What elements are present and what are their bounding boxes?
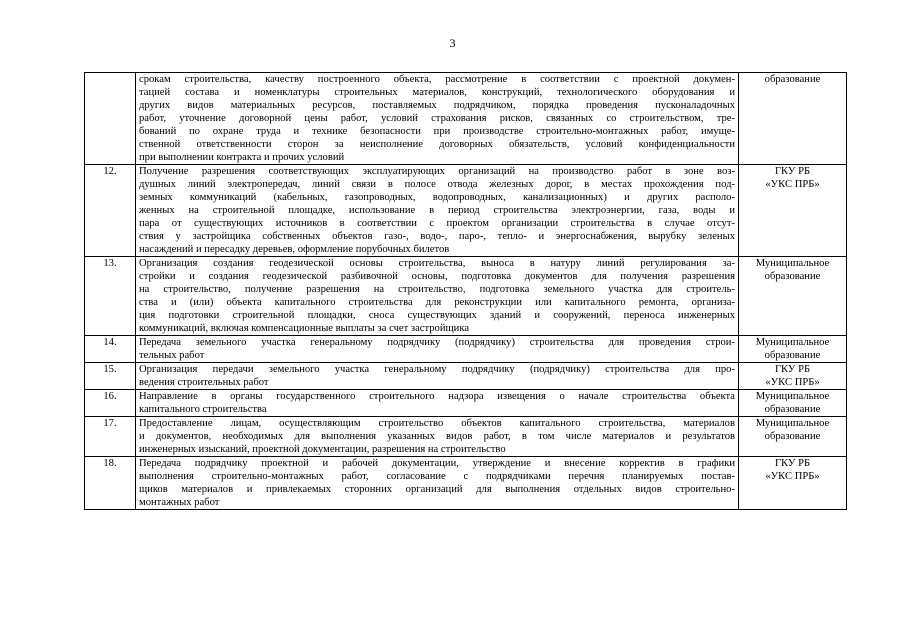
- table-row: [85, 363, 847, 390]
- responsible-line: Муниципальное: [755, 337, 830, 348]
- description-line: тацией состава и номенклатуры строительных материалов, конструкций, технологического оборудования и: [139, 87, 735, 98]
- table-row: [85, 257, 847, 336]
- responsible-line: ГКУ РБ: [774, 364, 811, 375]
- row-number: 14.: [85, 336, 136, 363]
- description-line: ведения строительных работ: [139, 377, 269, 388]
- description-line: земных коммуникаций (кабельных, газопроводных, водопроводных, канализационных) и других располо-: [139, 192, 735, 203]
- responsible-line: образование: [764, 271, 821, 282]
- description-line: капитального строительства: [139, 404, 267, 415]
- description-line: других видов материальных ресурсов, поставляемых подрядчиком, порядка проведения пусконаладочных: [139, 100, 735, 111]
- description-line: Организация создания геодезической основы строительства, выноса в натуру линий регулирования за-: [139, 258, 735, 269]
- row-description: [136, 257, 739, 336]
- description-line: Передача земельного участка генеральному подрядчику (подрядчику) строительства для проведения строи-: [139, 337, 735, 348]
- responsible-line: образование: [764, 404, 821, 415]
- responsible-line: образование: [764, 74, 821, 85]
- description-line: ция подготовки строительной площадки, сноса существующих зданий и сооружений, переноса инженерных: [139, 310, 735, 321]
- row-description: [136, 390, 739, 417]
- work-stages-table: [84, 72, 847, 510]
- description-line: на строительство, получение разрешения на строительство, подготовка земельного участка для строитель-: [139, 284, 735, 295]
- description-line: ства и (или) объекта капитального строительства для реконструкции или капитального ремонта, организа-: [139, 297, 735, 308]
- description-line: Получение разрешения соответствующих эксплуатирующих организаций на производство работ в зоне воз-: [139, 166, 735, 177]
- row-responsible: [739, 417, 847, 457]
- description-line: выполнения строительно-монтажных работ, согласование с подрядчиками перечня планируемых постав-: [139, 471, 735, 482]
- responsible-line: образование: [764, 350, 821, 361]
- row-responsible: [739, 336, 847, 363]
- description-line: работ, уточнение договорной цены работ, условий страхования рисков, связанных со строительством, тре-: [139, 113, 735, 124]
- description-line: Направление в органы государственного строительного надзора извещения о начале строительства объекта: [139, 391, 735, 402]
- description-line: ственной ответственности сторон за неисполнение договорных обязательств, условий конфиденциальности: [139, 139, 735, 150]
- responsible-line: Муниципальное: [755, 258, 830, 269]
- table-row: [85, 165, 847, 257]
- description-line: душных линий электропередач, линий связи в полосе отвода железных дорог, в местах прохождения под-: [139, 179, 735, 190]
- description-line: насаждений и пересадку деревьев, оформление порубочных билетов: [139, 244, 450, 255]
- description-line: при выполнении контракта и прочих условий: [139, 152, 345, 163]
- table-row: [85, 457, 847, 510]
- description-line: и документов, необходимых для выполнения указанных видов работ, в том числе материалов и результатов: [139, 431, 735, 442]
- description-line: Передача подрядчику проектной и рабочей документации, утверждение и внесение корректив в графики: [139, 458, 735, 469]
- responsible-line: «УКС ПРБ»: [765, 471, 820, 482]
- responsible-line: «УКС ПРБ»: [765, 179, 820, 190]
- table-row: [85, 417, 847, 457]
- description-line: Предоставление лицам, осуществляющим строительство объектов капитального строительства, материалов: [139, 418, 735, 429]
- row-description: [136, 417, 739, 457]
- description-line: бований по охране труда и технике безопасности при производстве строительно-монтажных работ, имуще-: [139, 126, 735, 137]
- description-line: женных на строительной площадке, использование в период строительства электроэнергии, газа, воды и: [139, 205, 735, 216]
- row-description: [136, 165, 739, 257]
- description-line: срокам строительства, качеству построенного объекта, рассмотрение в соответствии с проектной докумен-: [139, 74, 735, 85]
- row-number: 13.: [85, 257, 136, 336]
- table-row: [85, 336, 847, 363]
- row-description: [136, 457, 739, 510]
- description-line: коммуникаций, включая компенсационные выплаты за счет застройщика: [139, 323, 470, 334]
- description-line: ствия у застройщика собственных объектов газо-, водо-, паро-, тепло- и энергоснабжения, вырубку зеленых: [139, 231, 735, 242]
- row-responsible: [739, 390, 847, 417]
- row-number: 17.: [85, 417, 136, 457]
- row-responsible: [739, 165, 847, 257]
- row-responsible: [739, 363, 847, 390]
- row-responsible: [739, 257, 847, 336]
- row-description: [136, 336, 739, 363]
- description-line: стройки и создания геодезической разбивочной основы, подготовка документов для получения разрешения: [139, 271, 735, 282]
- table-body: [85, 73, 847, 510]
- row-description: [136, 363, 739, 390]
- responsible-line: ГКУ РБ: [774, 166, 811, 177]
- description-line: пара от существующих источников в соответствии с проектом организации строительства в случае отсут-: [139, 218, 735, 229]
- responsible-line: образование: [764, 431, 821, 442]
- page-number: 3: [449, 36, 456, 50]
- row-number: 18.: [85, 457, 136, 510]
- responsible-line: Муниципальное: [755, 391, 830, 402]
- row-number: 15.: [85, 363, 136, 390]
- description-line: Организация передачи земельного участка генеральному подрядчику (подрядчику) строительства для про-: [139, 364, 735, 375]
- responsible-line: «УКС ПРБ»: [765, 377, 820, 388]
- row-responsible: [739, 73, 847, 165]
- row-responsible: [739, 457, 847, 510]
- row-number: [85, 73, 136, 165]
- description-line: щиков материалов и привлекаемых сторонних организаций для выполнения отдельных видов строительно-: [139, 484, 735, 495]
- responsible-line: Муниципальное: [755, 418, 830, 429]
- responsible-line: ГКУ РБ: [774, 458, 811, 469]
- table-row: [85, 390, 847, 417]
- row-number: 16.: [85, 390, 136, 417]
- row-number: 12.: [85, 165, 136, 257]
- description-line: тельных работ: [139, 350, 205, 361]
- description-line: монтажных работ: [139, 497, 220, 508]
- description-line: инженерных изысканий, проектной документации, разрешения на строительство: [139, 444, 506, 455]
- table-row: [85, 73, 847, 165]
- row-description: [136, 73, 739, 165]
